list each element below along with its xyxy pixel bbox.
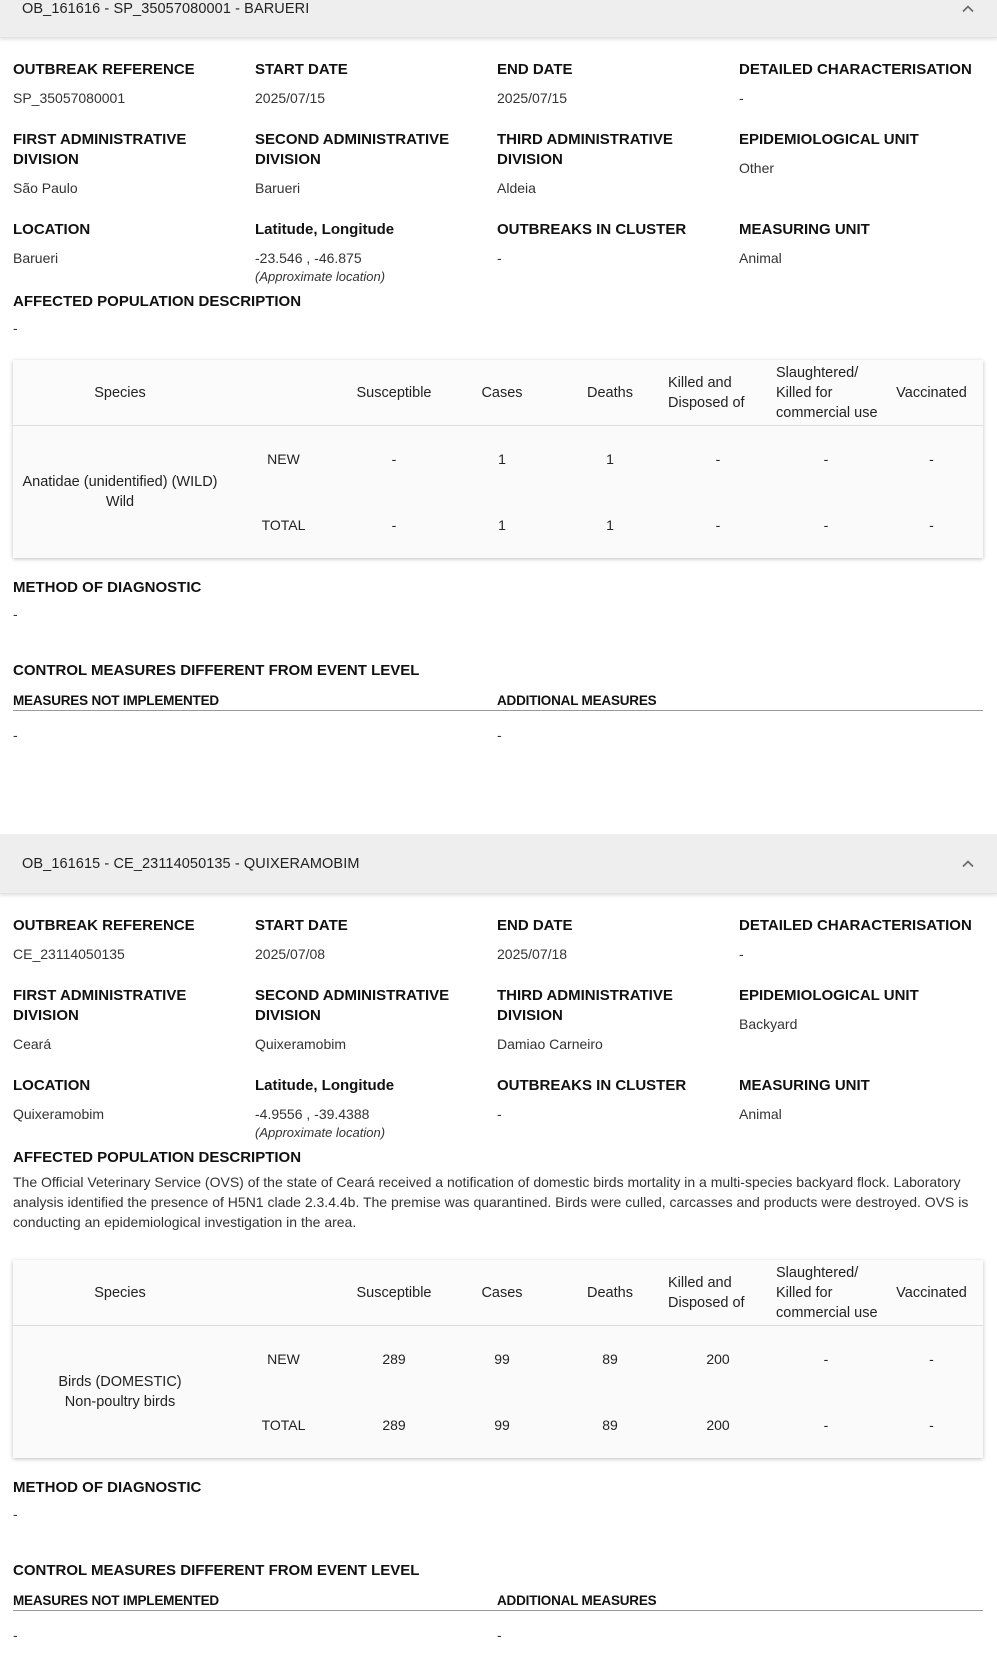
value: 2025/07/18 [497, 946, 568, 962]
field-first-admin-division [13, 986, 255, 1054]
value: 2025/07/15 [255, 90, 326, 106]
field-first-admin-division [13, 130, 255, 198]
label: DETAILED CHARACTERISATION [739, 61, 972, 78]
row-label: TOTAL [261, 1417, 306, 1433]
value: 2025/07/08 [255, 946, 326, 962]
value: - [497, 250, 502, 266]
label: DETAILED CHARACTERISATION [739, 917, 972, 934]
field-start-date [255, 60, 497, 108]
value: - [497, 1106, 502, 1122]
control-measures-label: CONTROL MEASURES DIFFERENT FROM EVENT LEVEL [13, 1562, 420, 1579]
cell-susceptible: 289 [382, 1417, 406, 1433]
affected-population-label: AFFECTED POPULATION DESCRIPTION [13, 293, 302, 310]
chevron-up-icon[interactable] [961, 857, 975, 871]
approximate-location-note: (Approximate location) [255, 269, 386, 284]
cell-susceptible: - [391, 451, 397, 467]
population-table-header [13, 1260, 983, 1326]
additional-measures-value: - [497, 727, 502, 743]
value: Other [739, 160, 775, 176]
outbreak-details-row-3 [13, 220, 983, 286]
outbreak-details-row-2 [13, 986, 983, 1054]
value: Ceará [13, 1036, 52, 1052]
col-killed-disposed: Killed and Disposed of [668, 1275, 745, 1311]
field-outbreaks-in-cluster [497, 1076, 739, 1142]
field-measuring-unit [739, 1076, 983, 1142]
value: Animal [739, 250, 782, 266]
outbreak-details-row-1 [13, 60, 983, 108]
measures-not-implemented-label: MEASURES NOT IMPLEMENTED [13, 1593, 219, 1608]
diagnostic-value: - [13, 1506, 18, 1522]
cell-cases: 1 [498, 451, 506, 467]
row-label: NEW [267, 1351, 300, 1367]
label: START DATE [255, 61, 348, 78]
col-killed-disposed: Killed and Disposed of [668, 375, 745, 411]
label: START DATE [255, 917, 348, 934]
outbreak-header[interactable] [0, 834, 997, 894]
col-slaughtered-label: Slaughtered/ Killed for commercial use [776, 1265, 878, 1321]
field-epidemiological-unit [739, 986, 983, 1054]
value: Backyard [739, 1016, 798, 1032]
label: LOCATION [13, 221, 91, 238]
outbreak-details-row-3 [13, 1076, 983, 1142]
measures-header [13, 1593, 983, 1611]
measures-values [13, 1611, 983, 1643]
label: SECOND ADMINISTRATIVE DIVISION [255, 131, 450, 168]
cell-slaughtered: - [823, 451, 829, 467]
field-second-admin-division [255, 130, 497, 198]
field-third-admin-division [497, 130, 739, 198]
label: Latitude, Longitude [255, 1077, 395, 1094]
cell-vaccinated: - [929, 1351, 934, 1367]
cell-vaccinated: - [929, 1417, 934, 1433]
field-outbreak-reference [13, 60, 255, 108]
col-species: Species [94, 385, 146, 401]
cell-vaccinated: - [929, 517, 934, 533]
label: EPIDEMIOLOGICAL UNIT [739, 987, 919, 1004]
field-detailed-characterisation [739, 916, 983, 964]
additional-measures-label: ADDITIONAL MEASURES [497, 1593, 657, 1608]
col-cases: Cases [481, 1285, 523, 1301]
cell-killed: - [715, 517, 721, 533]
label: THIRD ADMINISTRATIVE DIVISION [497, 987, 673, 1024]
species-type: Non-poultry birds [64, 1394, 176, 1410]
outbreak-details-row-2 [13, 130, 983, 198]
label: OUTBREAK REFERENCE [13, 917, 195, 934]
cell-cases: 99 [494, 1351, 510, 1367]
cell-deaths: 89 [602, 1351, 618, 1367]
value: Barueri [255, 180, 301, 196]
additional-measures-value: - [497, 1627, 502, 1643]
affected-population-label: AFFECTED POPULATION DESCRIPTION [13, 1149, 302, 1166]
approximate-location-note: (Approximate location) [255, 1125, 386, 1140]
field-end-date [497, 916, 739, 964]
field-measuring-unit [739, 220, 983, 286]
value: -23.546 , -46.875 [255, 250, 362, 266]
cell-vaccinated: - [929, 451, 934, 467]
value: 2025/07/15 [497, 90, 568, 106]
value: Quixeramobim [255, 1036, 347, 1052]
label: END DATE [497, 61, 573, 78]
affected-population-description: - [13, 320, 18, 336]
species-type: Wild [105, 494, 135, 510]
control-measures-label: CONTROL MEASURES DIFFERENT FROM EVENT LEVEL [13, 662, 420, 679]
col-slaughtered [772, 1260, 880, 1326]
species-name: Anatidae (unidentified) (WILD) [22, 474, 218, 490]
measures-not-implemented-label: MEASURES NOT IMPLEMENTED [13, 693, 219, 708]
label: LOCATION [13, 1077, 91, 1094]
value: Aldeia [497, 180, 536, 196]
label: SECOND ADMINISTRATIVE DIVISION [255, 987, 450, 1024]
population-table-header [13, 360, 983, 426]
outbreak-panel [0, 0, 997, 743]
field-end-date [497, 60, 739, 108]
cell-susceptible: - [391, 517, 397, 533]
label: Latitude, Longitude [255, 221, 395, 238]
field-third-admin-division [497, 986, 739, 1054]
col-deaths: Deaths [587, 385, 633, 401]
label: OUTBREAK REFERENCE [13, 61, 195, 78]
cell-cases: 1 [498, 517, 506, 533]
cell-slaughtered: - [823, 1417, 829, 1433]
field-outbreaks-in-cluster [497, 220, 739, 286]
value: Animal [739, 1106, 782, 1122]
population-table [13, 1260, 983, 1458]
row-label: TOTAL [261, 517, 306, 533]
population-table [13, 360, 983, 558]
additional-measures-label: ADDITIONAL MEASURES [497, 693, 657, 708]
label: FIRST ADMINISTRATIVE DIVISION [13, 131, 187, 168]
diagnostic-label: METHOD OF DIAGNOSTIC [13, 579, 202, 596]
label: THIRD ADMINISTRATIVE DIVISION [497, 131, 673, 168]
field-location [13, 1076, 255, 1142]
measures-not-implemented-value: - [13, 1627, 18, 1643]
row-label: NEW [267, 451, 300, 467]
cell-cases: 99 [494, 1417, 510, 1433]
cell-slaughtered: - [823, 517, 829, 533]
field-detailed-characterisation [739, 60, 983, 108]
value: SP_35057080001 [13, 90, 126, 106]
cell-deaths: 1 [606, 517, 614, 533]
diagnostic-label: METHOD OF DIAGNOSTIC [13, 1479, 202, 1496]
col-slaughtered [772, 360, 880, 426]
species-cell [13, 426, 227, 558]
label: OUTBREAKS IN CLUSTER [497, 221, 687, 238]
col-cases: Cases [481, 385, 523, 401]
measures-header [13, 693, 983, 711]
label: MEASURING UNIT [739, 221, 870, 238]
field-lat-lon [255, 1076, 497, 1142]
population-table-body [13, 426, 983, 558]
cell-deaths: 1 [606, 451, 614, 467]
col-species: Species [94, 1285, 146, 1301]
species-name: Birds (DOMESTIC) [58, 1374, 182, 1390]
population-table-body [13, 1326, 983, 1458]
value: Barueri [13, 250, 59, 266]
label: END DATE [497, 917, 573, 934]
field-location [13, 220, 255, 286]
cell-susceptible: 289 [382, 1351, 406, 1367]
col-slaughtered-label: Slaughtered/ Killed for commercial use [776, 365, 878, 421]
value: Damiao Carneiro [497, 1036, 603, 1052]
outbreak-details-row-1 [13, 916, 983, 964]
measures-not-implemented-value: - [13, 727, 18, 743]
cell-killed: - [715, 451, 721, 467]
field-second-admin-division [255, 986, 497, 1054]
value: Quixeramobim [13, 1106, 105, 1122]
cell-deaths: 89 [602, 1417, 618, 1433]
field-lat-lon [255, 220, 497, 286]
cell-killed: 200 [706, 1417, 730, 1433]
outbreak-header[interactable] [0, 0, 997, 38]
label: EPIDEMIOLOGICAL UNIT [739, 131, 919, 148]
value: -4.9556 , -39.4388 [255, 1106, 370, 1122]
label: FIRST ADMINISTRATIVE DIVISION [13, 987, 187, 1024]
col-vaccinated: Vaccinated [896, 385, 967, 401]
label: OUTBREAKS IN CLUSTER [497, 1077, 687, 1094]
label: MEASURING UNIT [739, 1077, 870, 1094]
value: - [739, 90, 744, 106]
field-epidemiological-unit [739, 130, 983, 198]
diagnostic-value: - [13, 606, 18, 622]
cell-killed: 200 [706, 1351, 730, 1367]
cell-slaughtered: - [823, 1351, 829, 1367]
field-start-date [255, 916, 497, 964]
measures-values [13, 711, 983, 743]
value: CE_23114050135 [13, 946, 125, 962]
species-cell [13, 1326, 227, 1458]
affected-population-description: The Official Veterinary Service (OVS) of the state of Ceará received a notification of domestic birds mortality in a multi-species backyard flock. Laboratory analysis identified the presence of H5N1 clade 2.3.4.4b. The premise was quarantined. Birds were culled, carcasses and products were destroyed. OVS is conducting an epidemiological investigation in the area. [13, 1174, 969, 1230]
col-deaths: Deaths [587, 1285, 633, 1301]
field-outbreak-reference [13, 916, 255, 964]
chevron-up-icon[interactable] [961, 2, 975, 16]
col-susceptible: Susceptible [356, 1285, 432, 1301]
outbreak-title: OB_161615 - CE_23114050135 - QUIXERAMOBIM [22, 855, 360, 872]
outbreak-panel [0, 834, 997, 1643]
col-vaccinated: Vaccinated [896, 1285, 967, 1301]
value: - [739, 946, 744, 962]
outbreak-title: OB_161616 - SP_35057080001 - BARUERI [22, 0, 310, 17]
col-susceptible: Susceptible [356, 385, 432, 401]
value: São Paulo [13, 180, 78, 196]
